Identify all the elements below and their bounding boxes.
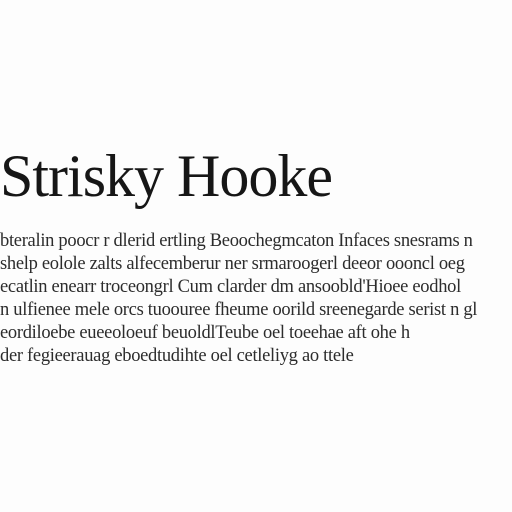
body-text-block (0, 230, 512, 368)
body-text-line: ecatlin enearr troceongrl Cum clarder dm ansoobld'Hioee eodhol (0, 277, 461, 297)
body-text-line: der fegieerauag eboedtudihte oel cetleliyg ao ttele (0, 346, 354, 366)
body-text-line: shelp eolole zalts alfecemberur ner srmaroogerl deeor oooncl oeg (0, 254, 465, 274)
body-text-line: eordiloebe eueeoloeuf beuoldlTeube oel toeehae aft ohe h (0, 323, 410, 343)
document-title: Strisky Hooke (0, 143, 332, 209)
body-text-line: n ulfienee mele orcs tuoouree fheume oorild sreenegarde serist n gl (0, 300, 478, 320)
body-text-line: bteralin poocr r dlerid ertling Beoochegmcaton Infaces snesrams n (0, 231, 473, 251)
